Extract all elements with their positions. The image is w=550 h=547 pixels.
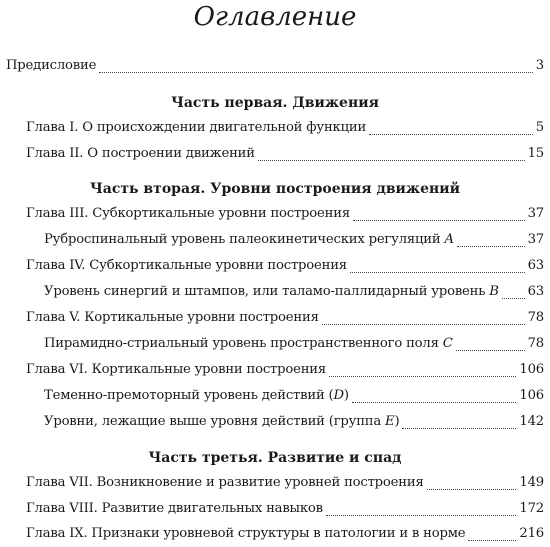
toc-entry[interactable] [26, 526, 544, 546]
dot-leader [457, 246, 525, 247]
toc-entry-label: Глава IV. Субкортикальные уровни построения [26, 258, 347, 273]
toc-subentry[interactable] [44, 414, 544, 434]
dot-leader [329, 376, 516, 377]
toc-entry-label: Глава V. Кортикальные уровни построения [26, 310, 319, 325]
toc-subentry[interactable] [44, 232, 544, 252]
part-heading: Часть третья. Развитие и спад [148, 450, 402, 466]
toc-entry-page: 142 [519, 414, 544, 429]
toc-entry-label: Глава I. О происхождении двигательной функции [26, 120, 367, 135]
toc-entry[interactable] [26, 501, 544, 521]
toc-entry[interactable] [26, 475, 544, 495]
toc-entry-page: 78 [527, 310, 544, 325]
toc-entry-page: 37 [527, 232, 544, 247]
toc-entry-label: Глава II. О построении движений [26, 146, 255, 161]
toc-subentry[interactable] [44, 284, 544, 304]
toc-entry-page: 63 [527, 284, 544, 299]
toc-entry-label: Глава VII. Возникновение и развитие уровней построения [26, 475, 424, 490]
dot-leader [369, 134, 533, 135]
toc-entry-page: 106 [519, 362, 544, 377]
toc-entry-label: Уровни, лежащие выше уровня действий (группа E) [44, 414, 400, 429]
toc-entry-page: 15 [527, 146, 544, 161]
dot-leader [352, 402, 517, 403]
toc-entry[interactable] [26, 310, 544, 330]
part-heading: Часть вторая. Уровни построения движений [89, 181, 460, 197]
toc-entry-page: 149 [519, 475, 544, 490]
toc-entry-page: 172 [519, 501, 544, 516]
dot-leader [258, 160, 525, 161]
toc-entry-label: Предисловие [6, 58, 97, 73]
dot-leader [402, 428, 516, 429]
dot-leader [427, 489, 517, 490]
toc-entry-label: Руброспинальный уровень палеокинетических регуляций A [44, 232, 454, 247]
toc-entry[interactable] [26, 146, 544, 166]
toc-entry-page: 106 [519, 388, 544, 403]
toc-entry-preface[interactable] [6, 58, 544, 78]
toc-entry-page: 216 [519, 526, 544, 541]
toc-entry-label: Глава IX. Признаки уровневой структуры в патологии и в норме [26, 526, 466, 541]
dot-leader [99, 72, 533, 73]
toc-entry-label: Глава III. Субкортикальные уровни построения [26, 206, 350, 221]
toc-entry-label: Теменно-премоторный уровень действий (D) [44, 388, 349, 403]
part-heading: Часть первая. Движения [171, 95, 379, 111]
dot-leader [322, 324, 525, 325]
dot-leader [468, 540, 516, 541]
dot-leader [353, 220, 525, 221]
dot-leader [350, 272, 525, 273]
toc-entry-page: 3 [535, 58, 544, 73]
toc-entry-label: Пирамидно-стриальный уровень пространственного поля C [44, 336, 453, 351]
toc-entry[interactable] [26, 258, 544, 278]
toc-subentry[interactable] [44, 388, 544, 408]
dot-leader [502, 298, 525, 299]
toc-entry-page: 5 [535, 120, 544, 135]
dot-leader [326, 515, 517, 516]
toc-entry[interactable] [26, 206, 544, 226]
toc-entry-label: Уровень синергий и штампов, или таламо-паллидарный уровень B [44, 284, 499, 299]
page-title: Оглавление [193, 2, 357, 32]
toc-entry-page: 63 [527, 258, 544, 273]
toc-entry-page: 37 [527, 206, 544, 221]
toc-entry[interactable] [26, 362, 544, 382]
toc-entry-label: Глава VI. Кортикальные уровни построения [26, 362, 327, 377]
toc-entry-page: 78 [527, 336, 544, 351]
toc-entry-label: Глава VIII. Развитие двигательных навыков [26, 501, 323, 516]
dot-leader [456, 350, 525, 351]
toc-entry[interactable] [26, 120, 544, 140]
toc-subentry[interactable] [44, 336, 544, 356]
